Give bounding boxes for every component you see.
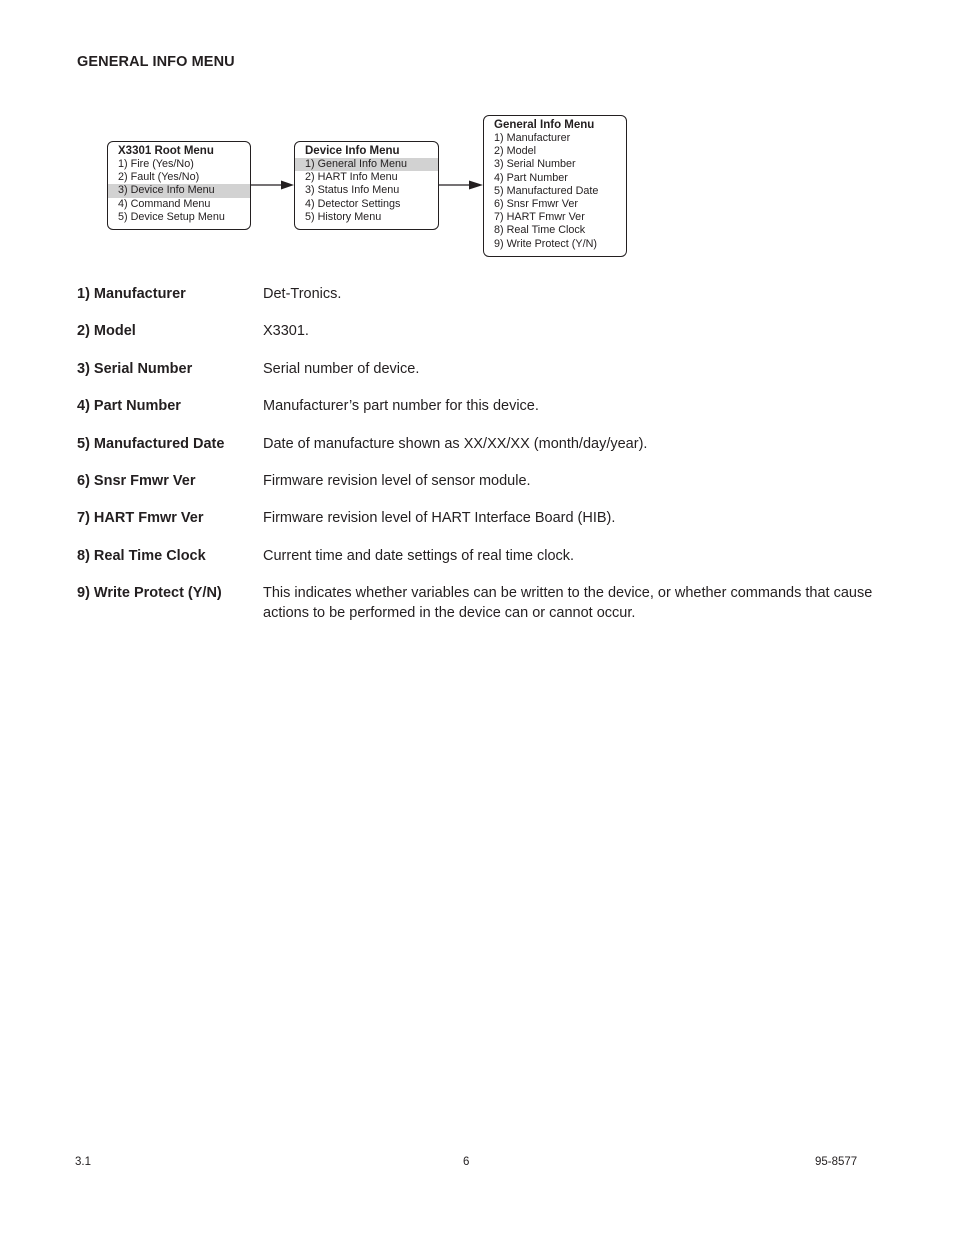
root-menu-item: 2) Fault (Yes/No)	[118, 171, 200, 184]
device-info-menu-list	[295, 158, 438, 224]
general-menu-item: 7) HART Fmwr Ver	[494, 211, 585, 224]
general-info-menu-list	[484, 132, 626, 251]
general-info-menu-box	[483, 115, 627, 257]
root-menu-item: 5) Device Setup Menu	[118, 210, 225, 223]
root-menu-title: X3301 Root Menu	[118, 145, 214, 157]
general-menu-item: 8) Real Time Clock	[494, 224, 586, 237]
general-menu-item: 3) Serial Number	[494, 158, 576, 171]
definition-term: 3) Serial Number	[77, 361, 193, 377]
definition-description: Det-Tronics.	[263, 286, 342, 302]
root-menu-item-highlighted: 3) Device Info Menu	[108, 184, 250, 197]
general-menu-item: 6) Snsr Fmwr Ver	[494, 198, 578, 211]
device-menu-item: 5) History Menu	[305, 210, 382, 223]
general-menu-item: 4) Part Number	[494, 171, 568, 184]
definition-description: Firmware revision level of HART Interface Board (HIB).	[263, 510, 616, 526]
definition-description: Manufacturer’s part number for this device.	[263, 398, 539, 414]
definition-term: 9) Write Protect (Y/N)	[77, 585, 222, 601]
general-menu-item: 2) Model	[494, 145, 537, 158]
arrow-device-to-general	[439, 181, 483, 190]
root-menu-item: 4) Command Menu	[118, 197, 211, 210]
definition-term: 7) HART Fmwr Ver	[77, 510, 204, 526]
device-info-menu-title: Device Info Menu	[305, 145, 400, 157]
general-menu-item: 5) Manufactured Date	[494, 184, 599, 197]
definition-description: Firmware revision level of sensor module.	[263, 473, 531, 489]
definition-term: 8) Real Time Clock	[77, 548, 206, 564]
device-menu-item: 2) HART Info Menu	[305, 171, 398, 184]
arrow-root-to-device	[251, 181, 294, 190]
page-heading: GENERAL INFO MENU	[77, 54, 235, 70]
definition-term: 2) Model	[77, 323, 136, 339]
definition-term: 1) Manufacturer	[77, 286, 186, 302]
device-menu-item: 4) Detector Settings	[305, 197, 401, 210]
definition-description: Current time and date settings of real time clock.	[263, 548, 575, 564]
definition-description: This indicates whether variables can be written to the device, or whether commands that cause actions to be performed in the device can or cannot occur.	[263, 585, 873, 621]
device-menu-item-highlighted: 1) General Info Menu	[295, 158, 438, 171]
root-menu-item: 1) Fire (Yes/No)	[118, 158, 194, 170]
root-menu-list	[108, 158, 250, 224]
device-menu-item: 3) Status Info Menu	[305, 184, 400, 197]
footer-document-number: 95-8577	[815, 1156, 858, 1168]
definition-description: Date of manufacture shown as XX/XX/XX (month/day/year).	[263, 436, 648, 452]
device-info-menu-box	[294, 141, 439, 230]
definition-description: X3301.	[263, 323, 309, 339]
footer-revision: 3.1	[75, 1156, 91, 1168]
general-menu-item: 1) Manufacturer	[494, 132, 571, 144]
definition-term: 5) Manufactured Date	[77, 436, 225, 452]
definition-description: Serial number of device.	[263, 361, 420, 377]
root-menu-box	[107, 141, 251, 230]
footer-page-number: 6	[463, 1156, 470, 1168]
general-menu-item: 9) Write Protect (Y/N)	[494, 237, 597, 250]
definition-term: 6) Snsr Fmwr Ver	[77, 473, 196, 489]
general-info-menu-title: General Info Menu	[494, 119, 595, 131]
definition-term: 4) Part Number	[77, 398, 181, 414]
